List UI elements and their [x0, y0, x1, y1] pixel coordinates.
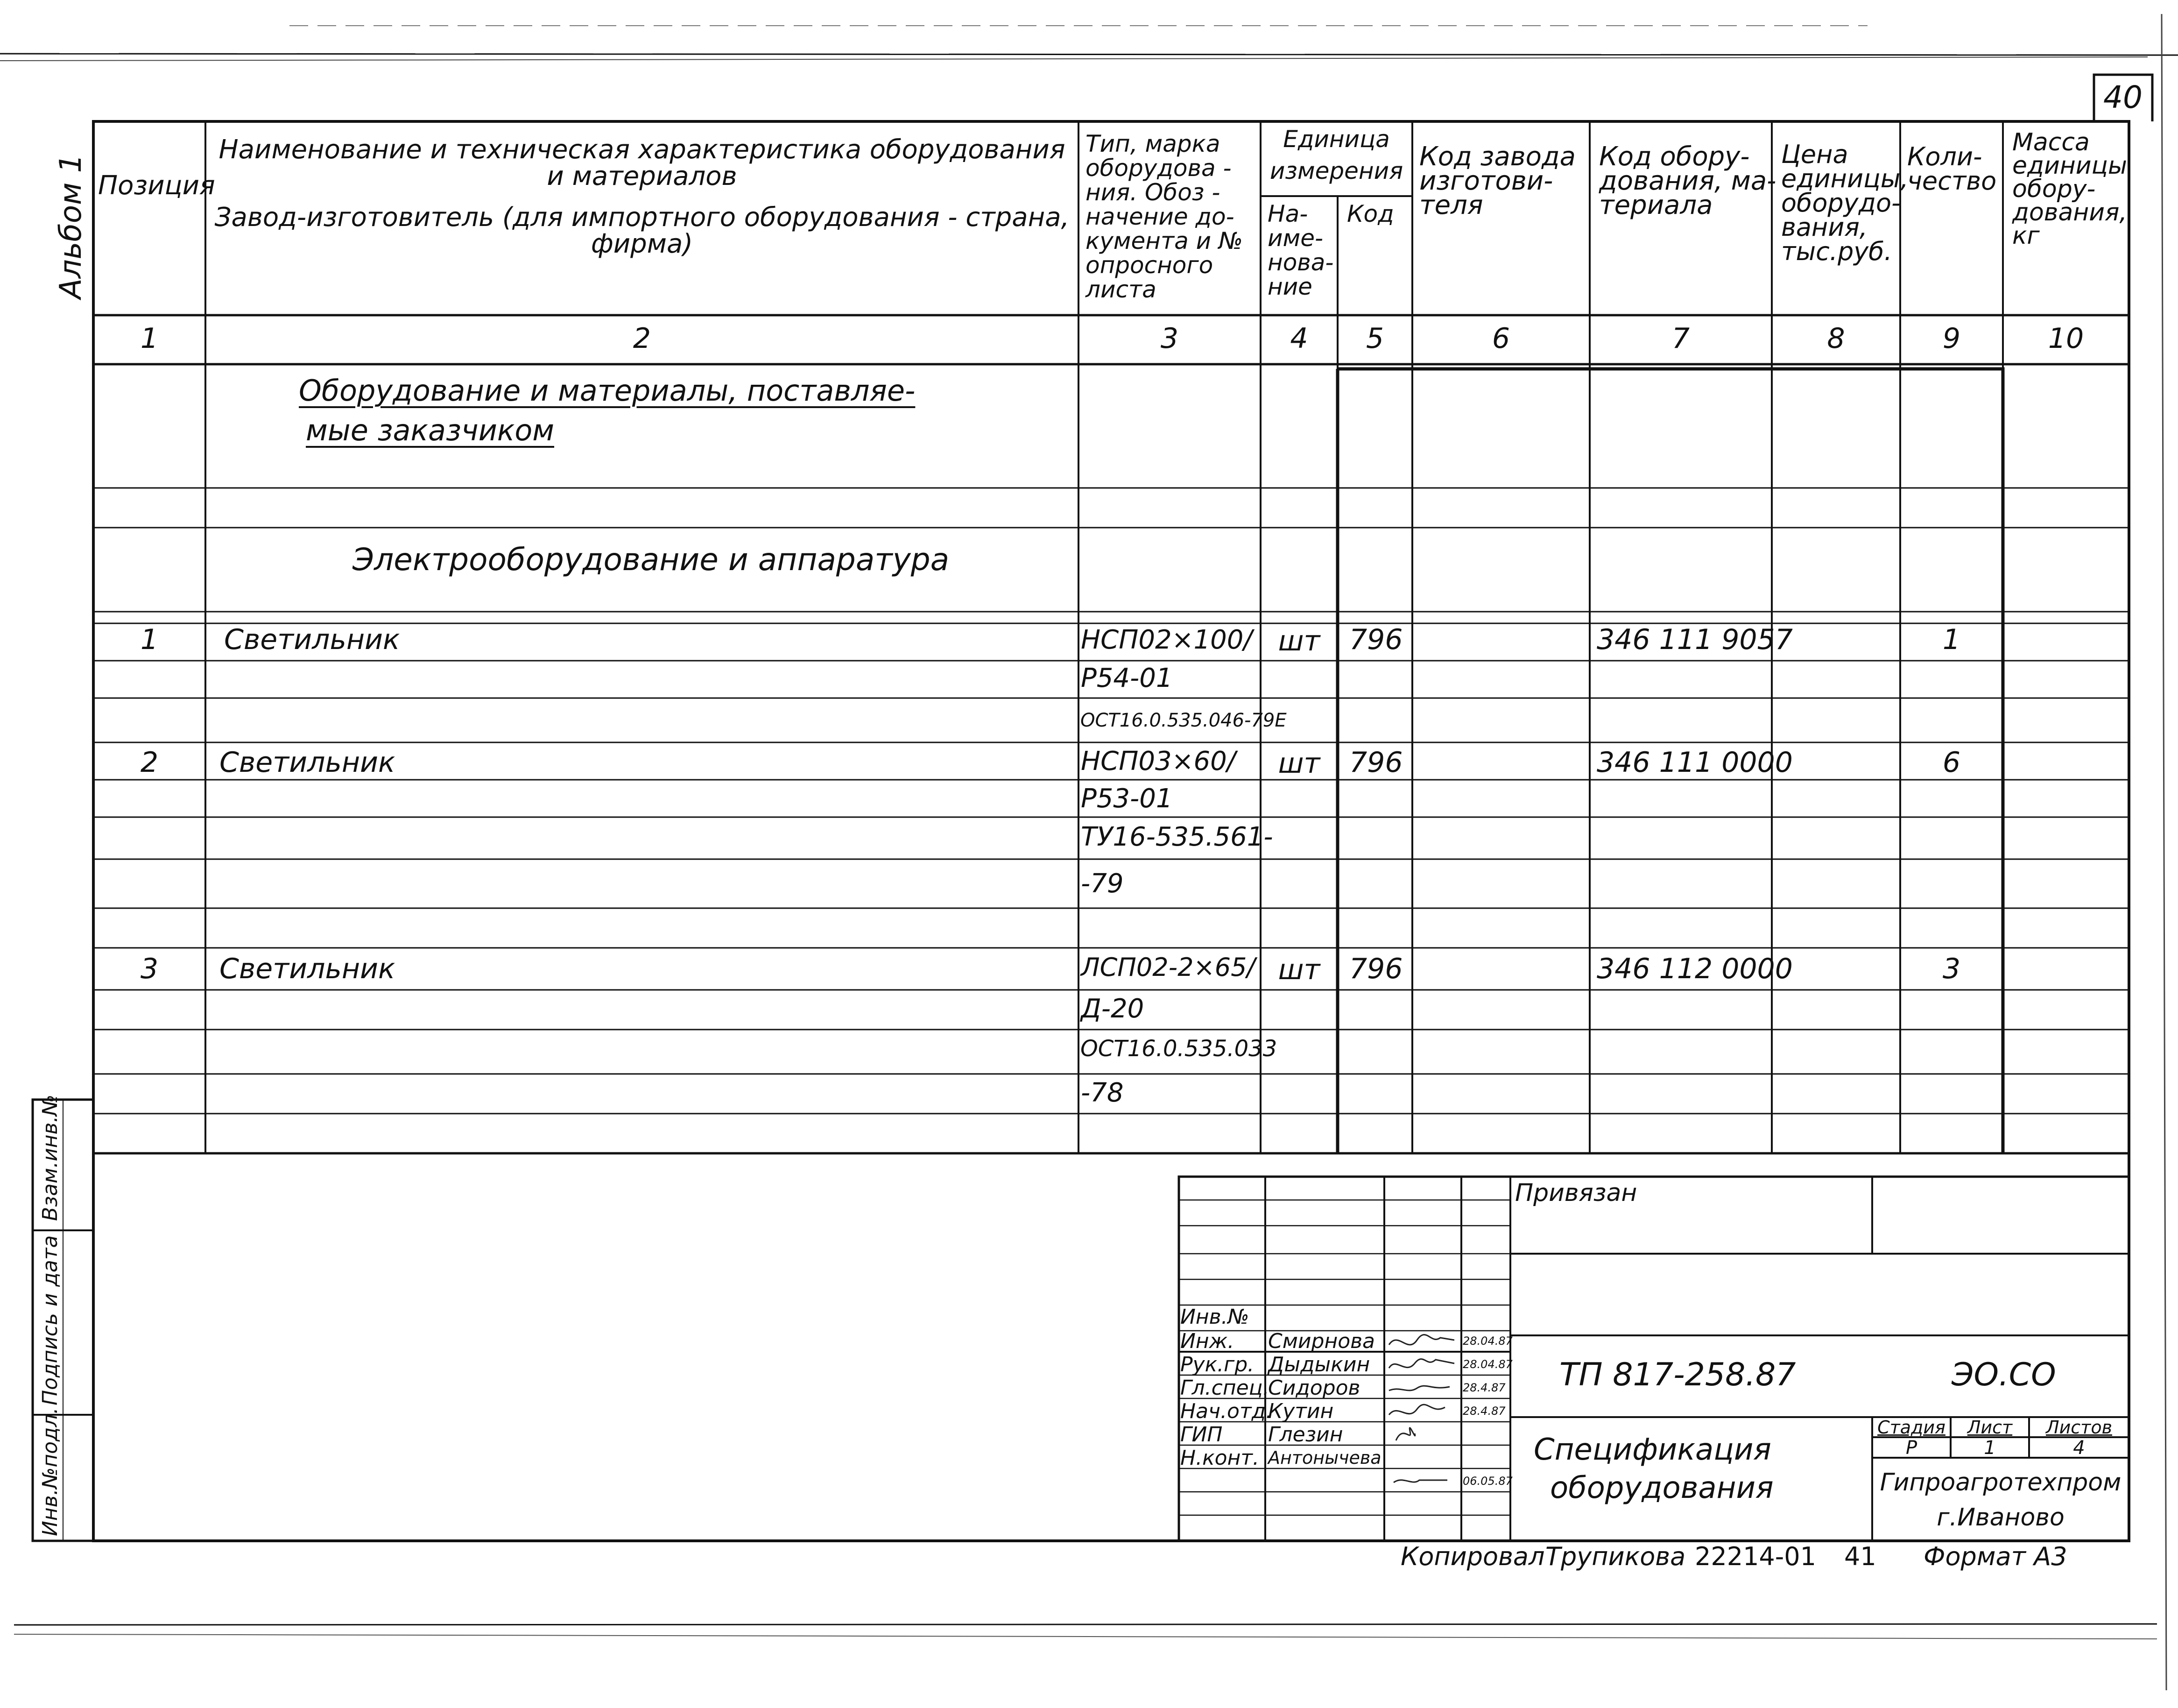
col-number-3: 3 [1160, 322, 1179, 355]
item2-name: Светильник [219, 746, 395, 779]
header-factory-code [1419, 141, 1576, 220]
stamp-role-1: Инж. [1180, 1329, 1234, 1353]
stamp-title-line2: оборудования [1550, 1471, 1774, 1505]
header-type-l2: оборудова - [1085, 155, 1232, 182]
stamp-sheet-code: ЭО.СО [1952, 1356, 2056, 1393]
stamp-name-3: Сидоров [1268, 1376, 1360, 1400]
item1-type-l3: ОСТ16.0.535.046-79Е [1080, 710, 1287, 731]
side-label-vzam: Взам.инв.№ [38, 1094, 62, 1221]
header-quantity [1907, 142, 1997, 196]
header-type [1085, 132, 1243, 302]
item2-type-l2: Р53-01 [1081, 783, 1173, 814]
stamp-stage-label: Стадия [1877, 1417, 1945, 1438]
signatures [1389, 1335, 1454, 1482]
item3-unit: шт [1278, 953, 1320, 986]
footer-copier: Трупикова [1545, 1542, 1686, 1571]
stamp-privyazan: Привязан [1515, 1179, 1637, 1207]
header-quantity-l1: Коли- [1907, 142, 1982, 171]
header-mass-l3: обору- [2012, 175, 2096, 203]
item2-material-code: 346 111 0000 [1597, 746, 1793, 779]
header-name-line2: и материалов [547, 161, 737, 191]
stamp-sheet: 1 [1984, 1437, 1996, 1459]
header-price-l4: вания, [1781, 212, 1868, 242]
stamp-role-6: Н.конт. [1180, 1446, 1259, 1470]
header-unit-group-l1: Единица [1283, 126, 1390, 153]
header-unit-name-l1: На- [1268, 200, 1308, 227]
section-title-line1: Оборудование и материалы, поставляе- [299, 374, 916, 408]
stamp-date-1: 28.04.87 [1463, 1334, 1513, 1348]
stamp-role-4: Нач.отд. [1180, 1399, 1272, 1423]
header-type-l6: опросного [1085, 252, 1213, 279]
header-unit-name-l4: ние [1268, 273, 1312, 300]
stamp-org-line1: Гипроагротехпром [1880, 1468, 2122, 1496]
header-type-l1: Тип, марка [1085, 130, 1220, 157]
sheet-number: 40 [2103, 79, 2143, 115]
header-material-code [1599, 141, 1776, 220]
header-name-line1: Наименование и техническая характеристика оборудования [219, 134, 1065, 165]
header-unit-name-l3: нова- [1268, 249, 1334, 276]
header-type-l5: кумента и № [1085, 227, 1243, 254]
col-number-5: 5 [1366, 322, 1384, 355]
header-unit-name-l2: име- [1268, 225, 1324, 252]
stamp-name-1: Смирнова [1268, 1329, 1375, 1353]
album-label: Альбом 1 [54, 154, 88, 299]
col-number-6: 6 [1492, 322, 1510, 355]
item3-unit-code: 796 [1349, 953, 1403, 985]
col-number-2: 2 [633, 322, 651, 355]
header-position: Позиция [98, 170, 215, 201]
header-mass-l1: Масса [2012, 128, 2090, 156]
stamp-sheet-label: Лист [1967, 1417, 2013, 1438]
col-number-10: 10 [2048, 322, 2084, 355]
header-factory-l1: Код завода [1419, 141, 1576, 172]
item3-type-l1: ЛСП02-2×65/ [1081, 953, 1255, 982]
header-mass-l5: кг [2012, 222, 2040, 250]
header-price-l5: тыс.руб. [1781, 237, 1892, 266]
item3-quantity: 3 [1942, 953, 1961, 985]
item1-type-l2: Р54-01 [1081, 663, 1173, 693]
stamp-doc-code: ТП 817-258.87 [1559, 1356, 1796, 1393]
footer-format: Формат А3 [1924, 1542, 2067, 1571]
footer-copied: Копировал [1401, 1542, 1545, 1571]
stamp-sheets-label: Листов [2046, 1417, 2112, 1438]
item2-quantity: 6 [1942, 746, 1961, 779]
header-mass-l4: дования, [2012, 198, 2127, 226]
item3-type-l3: ОСТ16.0.535.033 [1080, 1036, 1277, 1062]
header-type-l7: листа [1085, 276, 1156, 303]
header-quantity-l2: чество [1907, 166, 1997, 196]
header-price-l2: единицы, [1781, 164, 1909, 193]
item1-material-code: 346 111 9057 [1597, 623, 1793, 656]
subsection-title: Электрооборудование и аппаратура [352, 542, 950, 578]
stamp-inv-no: Инв.№ [1180, 1305, 1249, 1329]
header-material-l3: териала [1599, 190, 1713, 220]
item1-unit-code: 796 [1349, 623, 1403, 656]
stamp-org-line2: г.Иваново [1937, 1503, 2065, 1532]
header-factory-l2: изготови- [1419, 166, 1553, 196]
item2-unit: шт [1278, 747, 1320, 780]
item3-material-code: 346 112 0000 [1597, 953, 1793, 985]
footer-order: 22214-01 [1695, 1542, 1816, 1571]
header-price [1781, 142, 1909, 264]
item2-type-l3: ТУ16-535.561- [1081, 822, 1273, 852]
header-unit-name [1268, 202, 1333, 299]
col-number-1: 1 [140, 322, 159, 355]
header-price-l3: оборудо- [1781, 188, 1901, 218]
section-title-line2: мые заказчиком [306, 413, 555, 447]
header-material-l1: Код обору- [1599, 141, 1750, 172]
stamp-name-2: Дыдыкин [1268, 1353, 1370, 1376]
header-mass-l2: единицы [2012, 152, 2127, 180]
item2-unit-code: 796 [1349, 746, 1403, 779]
item1-quantity: 1 [1942, 623, 1961, 656]
stamp-name-6: Антонычева [1268, 1447, 1382, 1468]
header-material-l2: дования, ма- [1599, 166, 1776, 196]
stamp-name-5: Глезин [1268, 1423, 1343, 1447]
item2-type-l1: НСП03×60/ [1081, 746, 1236, 776]
stamp-sheets: 4 [2073, 1437, 2085, 1459]
footer-page: 41 [1844, 1542, 1876, 1571]
header-mass [2012, 128, 2127, 250]
stamp-date-4: 28.4.87 [1463, 1405, 1506, 1418]
col-number-7: 7 [1671, 322, 1690, 355]
item3-type-l2: Д-20 [1081, 994, 1144, 1024]
item3-position: 3 [140, 953, 159, 985]
stamp-title-line1: Спецификация [1534, 1433, 1771, 1467]
header-type-l4: начение до- [1085, 203, 1234, 230]
stamp-name-4: Кутин [1268, 1399, 1334, 1423]
stamp-role-2: Рук.гр. [1180, 1353, 1255, 1376]
item1-name: Светильник [224, 623, 400, 656]
item1-type-l1: НСП02×100/ [1081, 625, 1253, 655]
stamp-role-3: Гл.спец. [1180, 1376, 1269, 1400]
col-number-4: 4 [1290, 322, 1308, 355]
stamp-date-2: 28.04.87 [1463, 1358, 1513, 1371]
item3-type-l4: -78 [1081, 1078, 1124, 1108]
header-price-l1: Цена [1781, 140, 1848, 169]
stamp-date-6: 06.05.87 [1463, 1475, 1513, 1488]
stamp-stage: Р [1905, 1437, 1917, 1459]
col-number-9: 9 [1942, 322, 1961, 355]
stamp-role-5: ГИП [1180, 1423, 1223, 1447]
header-factory-l3: теля [1419, 190, 1483, 220]
item2-type-l4: -79 [1081, 868, 1124, 899]
side-label-podpis: Подпись и дата [38, 1235, 62, 1405]
item2-position: 2 [140, 746, 159, 779]
col-number-8: 8 [1827, 322, 1845, 355]
stamp-date-3: 28.4.87 [1463, 1381, 1506, 1394]
item3-name: Светильник [219, 953, 395, 985]
header-name-line4: фирма) [591, 229, 693, 259]
header-unit-group-l2: измерения [1269, 157, 1403, 184]
header-type-l3: ния. Обоз - [1085, 179, 1220, 206]
side-label-inv: Инв.№подл. [38, 1407, 62, 1536]
item1-position: 1 [140, 623, 159, 656]
item1-unit: шт [1278, 625, 1320, 657]
header-name-line3: Завод-изготовитель (для импортного оборудования - страна, [214, 202, 1070, 233]
header-unit-code: Код [1347, 200, 1394, 227]
